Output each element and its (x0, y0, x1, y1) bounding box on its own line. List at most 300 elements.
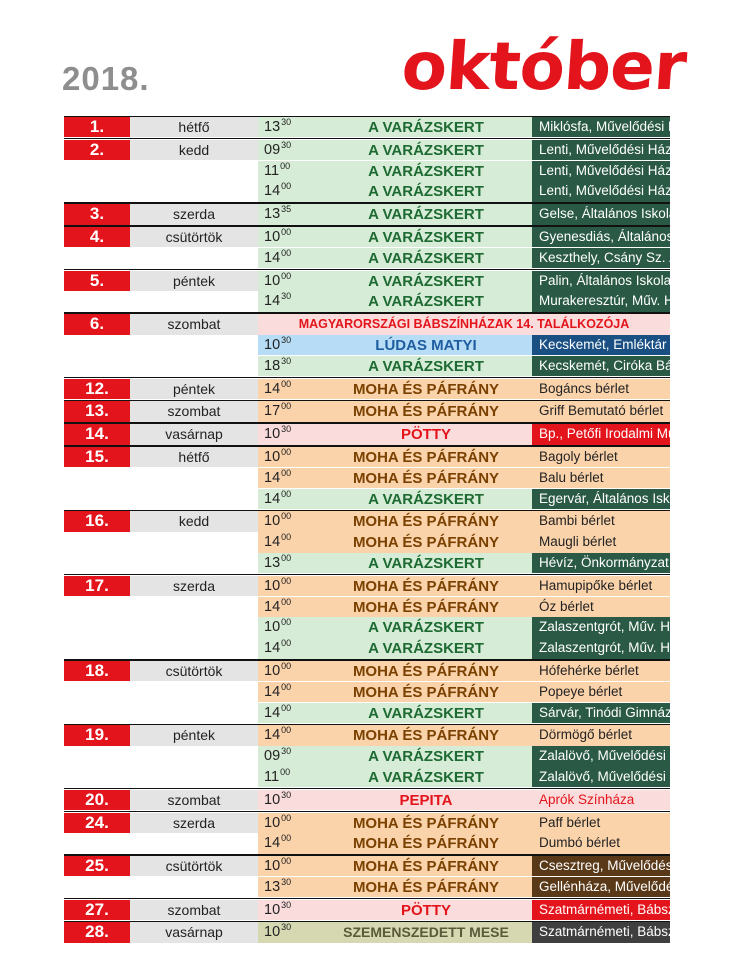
weekday (130, 161, 258, 181)
venue: Dumbó bérlet (532, 833, 670, 853)
time-hour: 10 (264, 662, 281, 679)
venue: Griff Bemutató bérlet (532, 401, 670, 421)
table-row (64, 576, 670, 596)
time-hour: 14 (264, 490, 281, 507)
table-row (64, 702, 694, 723)
show-title: A VARÁZSKERT (320, 746, 532, 766)
venue: Sárvár, Tinódi Gimnázium (532, 703, 670, 723)
day-number: 14. (64, 424, 130, 444)
day-number: 27. (64, 900, 130, 920)
time-minute: 00 (281, 488, 292, 499)
time-minute: 00 (281, 270, 292, 281)
table-row (64, 856, 704, 876)
table-row (64, 226, 713, 247)
venue: Szatmárnémeti, Bábszínház (532, 900, 670, 920)
time-hour: 10 (264, 336, 281, 353)
venue: Óz bérlet (532, 597, 670, 617)
venue: Bogáncs bérlet (532, 379, 670, 399)
show-time (258, 248, 320, 268)
weekday: csütörtök (130, 856, 258, 876)
time-minute: 00 (281, 181, 292, 192)
show-title: A VARÁZSKERT (320, 181, 532, 201)
venue: Kecskemét, Ciróka Bábszínház (532, 356, 670, 376)
table-row (64, 271, 670, 291)
day-number (64, 767, 130, 787)
day-number: 18. (64, 661, 130, 681)
show-time (258, 638, 320, 658)
table-row (64, 746, 694, 766)
day-number: 24. (64, 813, 130, 833)
venue: Hévíz, Önkormányzat (532, 553, 670, 573)
table-row (64, 424, 709, 444)
time-minute: 00 (281, 638, 292, 649)
time-hour: 14 (264, 249, 281, 266)
weekday (130, 597, 258, 617)
day-number: 25. (64, 856, 130, 876)
month-title: október (399, 28, 689, 105)
venue: Popeye bérlet (532, 682, 670, 702)
day-number (64, 877, 130, 897)
weekday: péntek (130, 379, 258, 399)
time-hour: 10 (264, 448, 281, 465)
show-time (258, 833, 320, 853)
table-row (64, 813, 670, 833)
weekday: kedd (130, 140, 258, 160)
show-title: MOHA ÉS PÁFRÁNY (320, 856, 532, 876)
day-number: 19. (64, 725, 130, 745)
time-hour: 14 (264, 704, 281, 721)
day-number: 17. (64, 576, 130, 596)
weekday (130, 638, 258, 658)
show-title: MOHA ÉS PÁFRÁNY (320, 597, 532, 617)
time-hour: 14 (264, 640, 281, 657)
table-row (64, 401, 670, 421)
day-number: 6. (64, 314, 130, 334)
day-number (64, 291, 130, 311)
weekday (130, 532, 258, 552)
show-title: PÖTTY (320, 900, 532, 920)
table-row (64, 661, 670, 681)
day-number (64, 617, 130, 637)
venue: Lenti, Művelődési Ház (532, 181, 670, 201)
table-row (64, 314, 670, 334)
venue: Balu bérlet (532, 468, 670, 488)
day-number (64, 248, 130, 268)
venue: Zalaszentgrót, Műv. Ház (532, 638, 670, 658)
show-title: A VARÁZSKERT (320, 617, 532, 637)
time-hour: 10 (264, 513, 281, 530)
show-time (258, 117, 320, 137)
show-title: A VARÁZSKERT (320, 117, 532, 137)
show-title: A VARÁZSKERT (320, 204, 532, 224)
show-time (258, 379, 320, 399)
show-title: A VARÁZSKERT (320, 767, 532, 787)
weekday (130, 291, 258, 311)
show-time (258, 597, 320, 617)
time-minute: 30 (281, 424, 292, 435)
weekday: vasárnap (130, 424, 258, 444)
time-hour: 14 (264, 293, 281, 310)
time-minute: 00 (281, 812, 292, 823)
time-hour: 14 (264, 469, 281, 486)
time-hour: 10 (264, 619, 281, 636)
weekday: szombat (130, 900, 258, 920)
time-minute: 30 (281, 746, 292, 757)
weekday: szerda (130, 813, 258, 833)
show-title: A VARÁZSKERT (320, 227, 532, 247)
day-number: 16. (64, 511, 130, 531)
weekday (130, 767, 258, 787)
weekday: péntek (130, 271, 258, 291)
day-number (64, 489, 130, 509)
show-title: SZEMENSZEDETT MESE (320, 922, 532, 942)
show-title: LÚDAS MATYI (320, 335, 532, 355)
weekday (130, 181, 258, 201)
time-hour: 10 (264, 426, 281, 443)
show-title: MOHA ÉS PÁFRÁNY (320, 401, 532, 421)
time-hour: 10 (264, 577, 281, 594)
time-minute: 30 (281, 291, 292, 302)
show-time (258, 682, 320, 702)
time-hour: 14 (264, 598, 281, 615)
time-minute: 30 (281, 334, 292, 345)
show-title: A VARÁZSKERT (320, 638, 532, 658)
day-number (64, 703, 130, 723)
show-time (258, 489, 320, 509)
time-hour: 11 (264, 768, 280, 785)
time-hour: 14 (264, 380, 281, 397)
venue: Zalaszentgrót, Műv. Ház (532, 617, 670, 637)
time-minute: 00 (281, 617, 292, 628)
festival-banner: MAGYARORSZÁGI BÁBSZÍNHÁZAK 14. TALÁLKOZÓJA (258, 314, 670, 334)
day-number: 28. (64, 922, 130, 942)
show-time (258, 922, 320, 942)
show-title: MOHA ÉS PÁFRÁNY (320, 877, 532, 897)
show-title: A VARÁZSKERT (320, 248, 532, 268)
time-hour: 17 (264, 403, 281, 420)
day-number (64, 181, 130, 201)
day-number: 1. (64, 117, 130, 137)
show-time (258, 291, 320, 311)
venue: Gelse, Általános Iskola (532, 204, 670, 224)
time-minute: 00 (281, 552, 292, 563)
table-row (64, 553, 670, 573)
table-row (64, 247, 699, 268)
show-time (258, 532, 320, 552)
venue: Murakeresztúr, Műv. Ház (532, 291, 670, 311)
show-title: MOHA ÉS PÁFRÁNY (320, 725, 532, 745)
table-row (64, 447, 670, 467)
table-row (64, 291, 689, 311)
show-title: MOHA ÉS PÁFRÁNY (320, 511, 532, 531)
venue: Bambi bérlet (532, 511, 670, 531)
show-time (258, 661, 320, 681)
time-minute: 00 (281, 378, 292, 389)
time-minute: 00 (281, 575, 292, 586)
time-minute: 00 (281, 401, 292, 412)
weekday: szerda (130, 204, 258, 224)
time-hour: 10 (264, 924, 281, 941)
show-title: MOHA ÉS PÁFRÁNY (320, 576, 532, 596)
time-minute: 00 (281, 681, 292, 692)
weekday (130, 489, 258, 509)
show-time (258, 401, 320, 421)
time-hour: 10 (264, 858, 281, 875)
weekday: vasárnap (130, 922, 258, 942)
time-minute: 00 (281, 532, 292, 543)
time-minute: 30 (281, 876, 292, 887)
table-row (64, 638, 685, 658)
show-time (258, 161, 320, 181)
day-number (64, 638, 130, 658)
show-title: MOHA ÉS PÁFRÁNY (320, 682, 532, 702)
time-minute: 00 (281, 226, 292, 237)
venue: Paff bérlet (532, 813, 670, 833)
weekday (130, 877, 258, 897)
venue: Lenti, Művelődési Ház (532, 140, 670, 160)
venue: Hófehérke bérlet (532, 661, 670, 681)
time-hour: 10 (264, 272, 281, 289)
time-minute: 00 (281, 833, 292, 844)
day-number (64, 682, 130, 702)
day-number: 15. (64, 447, 130, 467)
show-time (258, 856, 320, 876)
day-number (64, 833, 130, 853)
show-title: MOHA ÉS PÁFRÁNY (320, 468, 532, 488)
time-hour: 13 (264, 878, 281, 895)
table-row (64, 725, 670, 745)
time-hour: 13 (264, 554, 281, 571)
time-hour: 10 (264, 228, 281, 245)
weekday: hétfő (130, 117, 258, 137)
time-minute: 30 (281, 789, 292, 800)
venue: Keszthely, Csány Sz. ÁMK (532, 248, 670, 268)
time-hour: 11 (264, 162, 280, 179)
venue: Aprók Színháza (532, 790, 670, 810)
day-number (64, 532, 130, 552)
time-minute: 00 (281, 467, 292, 478)
venue: Kecskemét, Emléktár tér (532, 335, 670, 355)
venue: Gellénháza, Művelődési Ház (532, 877, 670, 897)
table-row (64, 468, 670, 488)
table-row (64, 334, 687, 355)
day-number: 4. (64, 227, 130, 247)
venue: Egervár, Általános Iskola (532, 489, 670, 509)
table-row (64, 117, 693, 137)
venue: Lenti, Művelődési Ház (532, 161, 670, 181)
show-time (258, 877, 320, 897)
table-row (64, 597, 670, 617)
day-number (64, 553, 130, 573)
day-number (64, 335, 130, 355)
show-title: A VARÁZSKERT (320, 553, 532, 573)
day-number: 2. (64, 140, 130, 160)
show-time (258, 204, 320, 224)
table-row (64, 161, 670, 181)
time-hour: 14 (264, 534, 281, 551)
time-hour: 14 (264, 683, 281, 700)
time-hour: 14 (264, 183, 281, 200)
show-time (258, 576, 320, 596)
time-minute: 00 (281, 596, 292, 607)
time-minute: 30 (281, 117, 292, 127)
day-number: 13. (64, 401, 130, 421)
table-row (64, 204, 677, 224)
table-row (64, 140, 670, 160)
time-minute: 30 (281, 355, 292, 366)
table-row (64, 876, 711, 897)
show-title: A VARÁZSKERT (320, 161, 532, 181)
venue: Zalalövő, Művelődési Ház (532, 767, 670, 787)
show-time (258, 813, 320, 833)
weekday (130, 335, 258, 355)
show-title: A VARÁZSKERT (320, 140, 532, 160)
day-number: 12. (64, 379, 130, 399)
time-minute: 00 (281, 660, 292, 671)
table-row (64, 922, 708, 942)
show-title: MOHA ÉS PÁFRÁNY (320, 532, 532, 552)
table-row (64, 181, 670, 201)
time-hour: 10 (264, 814, 281, 831)
time-minute: 00 (281, 856, 292, 867)
show-time (258, 511, 320, 531)
weekday (130, 617, 258, 637)
weekday: szombat (130, 401, 258, 421)
venue: Zalalövő, Művelődési Ház (532, 746, 670, 766)
venue: Maugli bérlet (532, 532, 670, 552)
show-time (258, 468, 320, 488)
weekday (130, 833, 258, 853)
weekday: péntek (130, 725, 258, 745)
weekday (130, 703, 258, 723)
show-title: A VARÁZSKERT (320, 291, 532, 311)
venue: Miklósfa, Művelődési Ház (532, 117, 670, 137)
show-time (258, 746, 320, 766)
time-hour: 18 (264, 357, 281, 374)
time-minute: 00 (281, 511, 292, 522)
show-title: MOHA ÉS PÁFRÁNY (320, 379, 532, 399)
show-time (258, 271, 320, 291)
time-minute: 30 (281, 899, 292, 910)
weekday: csütörtök (130, 661, 258, 681)
show-title: MOHA ÉS PÁFRÁNY (320, 447, 532, 467)
show-title: MOHA ÉS PÁFRÁNY (320, 833, 532, 853)
show-time (258, 140, 320, 160)
show-title: A VARÁZSKERT (320, 489, 532, 509)
weekday: hétfő (130, 447, 258, 467)
weekday (130, 248, 258, 268)
time-hour: 14 (264, 727, 281, 744)
table-row (64, 899, 708, 920)
day-number: 5. (64, 271, 130, 291)
day-number (64, 356, 130, 376)
table-row (64, 532, 670, 552)
show-time (258, 356, 320, 376)
weekday (130, 356, 258, 376)
time-hour: 14 (264, 835, 281, 852)
table-row (64, 682, 670, 702)
weekday: szombat (130, 314, 258, 334)
venue: Dörmögő bérlet (532, 725, 670, 745)
show-title: A VARÁZSKERT (320, 703, 532, 723)
weekday: kedd (130, 511, 258, 531)
table-row (64, 790, 670, 810)
day-number (64, 161, 130, 181)
show-title: A VARÁZSKERT (320, 356, 532, 376)
show-time (258, 227, 320, 247)
table-row (64, 833, 670, 853)
venue: Csesztreg, Művelődési Ház (532, 856, 670, 876)
show-time (258, 725, 320, 745)
time-hour: 10 (264, 901, 281, 918)
time-minute: 00 (281, 702, 292, 713)
show-title: MOHA ÉS PÁFRÁNY (320, 813, 532, 833)
venue: Szatmárnémeti, Bábszínház (532, 922, 670, 942)
time-minute: 00 (281, 247, 292, 258)
schedule-table (64, 117, 727, 943)
venue: Gyenesdiás, Általános Iskola (532, 227, 670, 247)
weekday (130, 553, 258, 573)
weekday: szerda (130, 576, 258, 596)
time-hour: 13 (264, 119, 281, 135)
table-row (64, 766, 694, 787)
day-number (64, 746, 130, 766)
time-hour: 09 (264, 748, 281, 765)
year-label: 2018. (62, 60, 150, 97)
weekday (130, 468, 258, 488)
venue: Palin, Általános Iskola (532, 271, 670, 291)
show-time (258, 553, 320, 573)
show-time (258, 447, 320, 467)
table-row (64, 379, 670, 399)
day-number: 3. (64, 204, 130, 224)
time-minute: 30 (281, 922, 292, 933)
show-time (258, 617, 320, 637)
table-row (64, 488, 688, 509)
time-minute: 00 (280, 766, 291, 777)
show-time (258, 424, 320, 444)
show-title: A VARÁZSKERT (320, 271, 532, 291)
show-time (258, 335, 320, 355)
time-minute: 35 (281, 204, 292, 215)
venue: Bagoly bérlet (532, 447, 670, 467)
show-time (258, 703, 320, 723)
table-row (64, 617, 685, 637)
time-minute: 00 (281, 725, 292, 736)
weekday (130, 682, 258, 702)
show-title: PEPITA (320, 790, 532, 810)
table-row (64, 355, 727, 376)
weekday (130, 746, 258, 766)
time-minute: 00 (280, 160, 291, 171)
time-hour: 10 (264, 791, 281, 808)
time-hour: 13 (264, 206, 281, 223)
show-time (258, 790, 320, 810)
show-title: PÖTTY (320, 424, 532, 444)
day-number (64, 468, 130, 488)
weekday: szombat (130, 790, 258, 810)
venue: Hamupipőke bérlet (532, 576, 670, 596)
weekday: csütörtök (130, 227, 258, 247)
show-title: MOHA ÉS PÁFRÁNY (320, 661, 532, 681)
time-minute: 30 (281, 139, 292, 150)
day-number (64, 597, 130, 617)
day-number: 20. (64, 790, 130, 810)
show-time (258, 181, 320, 201)
time-minute: 00 (281, 446, 292, 457)
table-row (64, 511, 670, 531)
time-hour: 09 (264, 141, 281, 158)
